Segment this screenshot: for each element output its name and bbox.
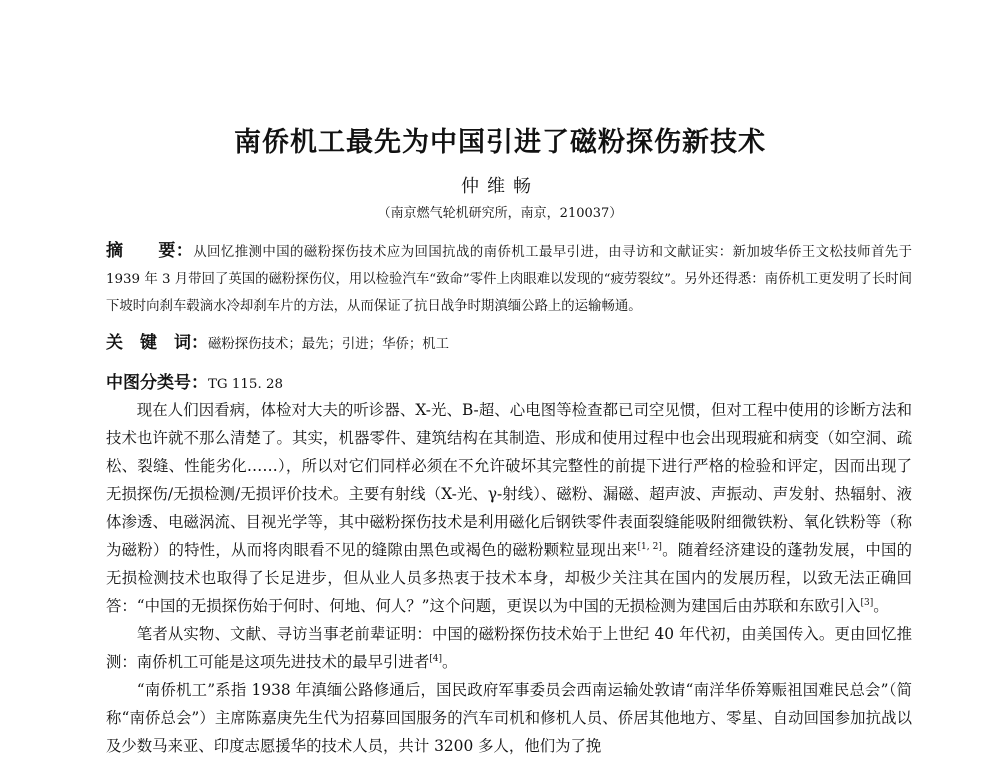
- citation-ref: [4]: [429, 653, 442, 664]
- paragraph: [106, 620, 912, 676]
- clc-text: TG 115. 28: [208, 377, 283, 392]
- paragraph-text: “南侨机工”系指 1938 年滇缅公路修通后，国民政府军事委员会西南运输处敦请“南洋华侨筹赈祖国难民总会”（简称“南侨总会”）主席陈嘉庚先生代为招募回国服务的汽车司机和修机人员、侨居其他地方、零星、自动回国参加抗战以及少数马来亚、印度志愿援华的技术人员，共计 3200 多人，他们为了挽: [106, 681, 912, 755]
- keywords: [106, 332, 912, 356]
- paragraph: [106, 396, 912, 620]
- body-text: [106, 396, 912, 760]
- paragraph: [106, 676, 912, 760]
- paragraph-text: 。: [873, 597, 889, 615]
- citation-ref: [3]: [860, 597, 874, 608]
- citation-ref: [1, 2]: [637, 541, 662, 552]
- paragraph-text: 笔者从实物、文献、寻访当事老前辈证明：中国的磁粉探伤技术始于上世纪 40 年代初，由美国传入。更由回忆推测：南侨机工可能是这项先进技术的最早引进者: [106, 625, 912, 671]
- abstract-text: 从回忆推测中国的磁粉探伤技术应为回国抗战的南侨机工最早引进，由寻访和文献证实：新加坡华侨王文松技师首先于 1939 年 3 月带回了英国的磁粉探伤仪，用以检验汽车“致命”零件上肉眼难以发现的“疲劳裂纹”。另外还得悉：南侨机工更发明了长时间下坡时向刹车毂滴水冷却刹车片的方法，从而保证了抗日战争时期滇缅公路上的运输畅通。: [106, 245, 913, 314]
- keywords-label: 关 键 词：: [106, 333, 208, 353]
- author-name: 仲维畅: [461, 176, 539, 197]
- abstract: [106, 238, 912, 320]
- keywords-text: 磁粉探伤技术；最先；引进；华侨；机工: [208, 337, 450, 352]
- paragraph-text: 现在人们因看病，体检对大夫的听诊器、X-光、B-超、心电图等检查都已司空见惯，但对工程中使用的诊断方法和技术也许就不那么清楚了。其实，机器零件、建筑结构在其制造、形成和使用过程中也会出现瑕疵和病变（如空洞、疏松、裂缝、性能劣化……），所以对它们同样必须在不允许破坏其完整性的前提下进行严格的检验和评定，因而出现了无损探伤/无损检测/无损评价技术。主要有射线（X-光、γ-射线）、磁粉、漏磁、超声波、声振动、声发射、热辐射、液体渗透、电磁涡流、目视光学等，其中磁粉探伤技术是利用磁化后钢铁零件表面裂缝能吸附细微铁粉、氧化铁粉等（称为磁粉）的特性，从而将肉眼看不见的缝隙由黑色或褐色的磁粉颗粒显现出来: [106, 401, 912, 559]
- paragraph-text: 。随着经济建设的蓬勃发展，中国的无损检测技术也取得了长足进步，但从业人员多热衷于技术本身，却极少关注其在国内的发展历程，以致无法正确回答：“中国的无损探伤始于何时、何地、何人？”这个问题，更误以为中国的无损检测为建国后由苏联和东欧引入: [106, 541, 912, 615]
- paper-title: 南侨机工最先为中国引进了磁粉探伤新技术: [234, 127, 766, 158]
- author-affiliation: （南京燃气轮机研究所，南京，210037）: [377, 206, 623, 221]
- clc-label: 中图分类号：: [106, 373, 208, 393]
- abstract-label: 摘 要：: [106, 241, 194, 261]
- classification-number: [106, 371, 912, 397]
- paragraph-text: 。: [441, 653, 458, 671]
